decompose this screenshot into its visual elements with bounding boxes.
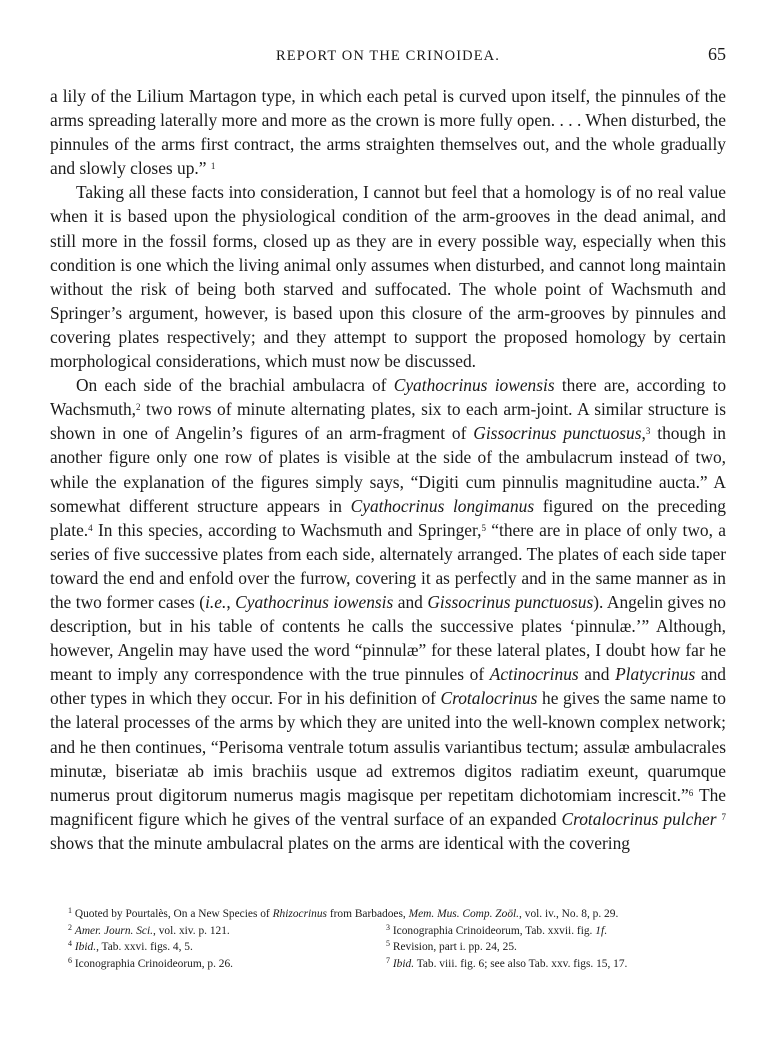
footnote-ref: 4 [88,522,93,533]
footnote-row [50,939,726,956]
text-run: , vol. xiv. p. 121. [153,924,230,937]
body-text [50,84,726,855]
footnote-ref: 2 [68,922,72,932]
text-run: , [226,591,236,612]
text-run: though in another figure only one row of plates is visible at the side of the ambulacrum instead of two, while the explanation of the figures simply says, “Digiti cum pinnulis magnitudine aucta.” A somewhat different structure appears in [50,423,726,516]
paragraph [50,373,726,855]
italic-text: Crotalocrinus [440,688,538,709]
text-run: , Tab. xxvi. figs. 4, 5. [96,941,193,954]
footnote [50,939,380,956]
italic-text: Gissocrinus punctuosus [427,591,594,612]
italic-text: Actinocrinus [489,664,579,685]
footnote-ref: 1 [210,161,216,172]
text-run: Iconographia Crinoideorum, Tab. xxvii. fig. [390,924,596,937]
italic-text: Crotalocrinus pulcher [561,808,717,829]
text-run: shows that the minute ambulacral plates on the arms are identical with the covering [50,832,630,853]
text-run: and [393,591,428,612]
page-header [50,44,726,72]
text-run: Quoted by Pourtalès, On a New Species of [72,908,273,920]
text-run: and [578,664,616,685]
text-run: Iconographia Crinoideorum, p. 26. [72,957,234,970]
text-run: there are, according to Wachsmuth, [50,375,727,420]
paragraph [50,180,726,373]
italic-text: Cyathocrinus longimanus [350,495,535,516]
text-run: from Barbadoes, [327,908,409,920]
text-run: Revision, part i. pp. 24, 25. [390,941,517,954]
footnote-ref: 5 [481,522,486,533]
text-run: ). Angelin gives no description, but in his table of contents he calls the successive plates ‘pinnulæ.’” Although, however, Angelin may have used the word “pinnulæ” for these lateral plates, I doubt how far he meant to imply any correspondence with the true pinnules of [50,591,726,685]
footnote [380,923,726,940]
running-title: REPORT ON THE CRINOIDEA. [276,48,500,64]
text-run: “there are in place of only two, a series of five successive plates from each side, alternately arranged. The plates of each side taper toward the end and enfold over the furrow, covering it as perfectly and in the same manner as in the two former cases ( [50,519,726,612]
footnote [50,956,380,973]
text-run: , vol. iv., No. 8, p. 29. [519,908,619,920]
italic-text: Ibid. [392,957,415,970]
footnote [380,956,726,973]
page-number: 65 [708,44,726,64]
italic-text: Cyathocrinus iowensis [393,375,555,396]
footnote-ref: 2 [136,402,141,413]
footnote-ref: 1 [68,906,72,915]
italic-text: i.e. [205,591,227,612]
italic-text: Platycrinus [615,664,696,685]
footnote-ref: 7 [386,955,390,965]
text-run: In this species, according to Wachsmuth and Springer, [92,519,482,540]
text-run: , [641,423,646,444]
paragraph [50,84,726,180]
footnote-ref: 6 [688,787,694,798]
footnote-ref: 4 [68,939,72,949]
footnote-row [50,923,726,940]
footnote-ref: 3 [645,426,651,437]
text-run: two rows of minute alternating plates, six to each arm-joint. A similar structure is shown in one of Angelin’s figures of an arm-fragment of [50,399,726,444]
italic-text: Amer. Journ. Sci. [74,924,153,937]
italic-text: Cyathocrinus iowensis [235,591,394,612]
text-run: a lily of the Lilium Martagon type, in which each petal is curved upon itself, the pinnules of the arms spreading laterally more and more as the crown is more fully open. . . . When disturbed, the pinnules of the arms first contract, the arms straighten themselves out, and the whole gradually and slowly closes up.” [50,86,726,179]
footnote-ref: 7 [721,811,727,822]
text-run: The magnificent figure which he gives of the ventral surface of an expanded [50,784,726,829]
italic-text: 1f [595,924,605,937]
text-run: and other types in which they occur. For in his definition of [50,664,726,709]
text-run: . [604,924,607,937]
footnote-row [50,956,726,973]
italic-text: Gissocrinus punctuosus [473,423,642,444]
text-run: On each side of the brachial ambulacra of [76,375,394,396]
footnote-ref: 6 [68,955,72,965]
text-run: figured on the preceding plate. [50,495,727,540]
footnote [380,939,726,956]
text-run: he gives the same name to the lateral processes of the arms by which they are united into the well-known complex network; and he then continues, “Perisoma ventrale totum assulis variantibus tectum; assulæ ambulacrales minutæ, biseriatæ ab imis brachiis usque ad extremos digitos radiatim exeunt, quarumque numerus prout digitorum numerus magis magisque per repetitam dichotomiam increscit.” [50,688,727,805]
italic-text: Ibid. [74,941,97,954]
footnote [50,906,726,923]
footnote [50,923,380,940]
footnote-ref: 5 [386,939,390,949]
footnotes [50,906,726,972]
text-run: Tab. viii. fig. 6; see also Tab. xxv. figs. 15, 17. [414,957,628,970]
text-run: Taking all these facts into consideration, I cannot but feel that a homology is of no real value when it is based upon the physiological condition of the arm-grooves in the dead animal, and still more in the fossil forms, closed up as they are in every possible way, especially when this condition is one which the living animal only assumes when disturbed, and cannot long maintain without the risk of being both starved and suffocated. The whole point of Wachsmuth and Springer’s argument, however, is based upon this closure of the arm-grooves by pinnules and covering plates respectively; and they attempt to support the proposed homology by certain morphological considerations, which must now be discussed. [50,182,726,372]
italic-text: Rhizocrinus [272,908,327,920]
footnote-ref: 3 [386,922,390,932]
italic-text: Mem. Mus. Comp. Zoöl. [408,908,520,920]
